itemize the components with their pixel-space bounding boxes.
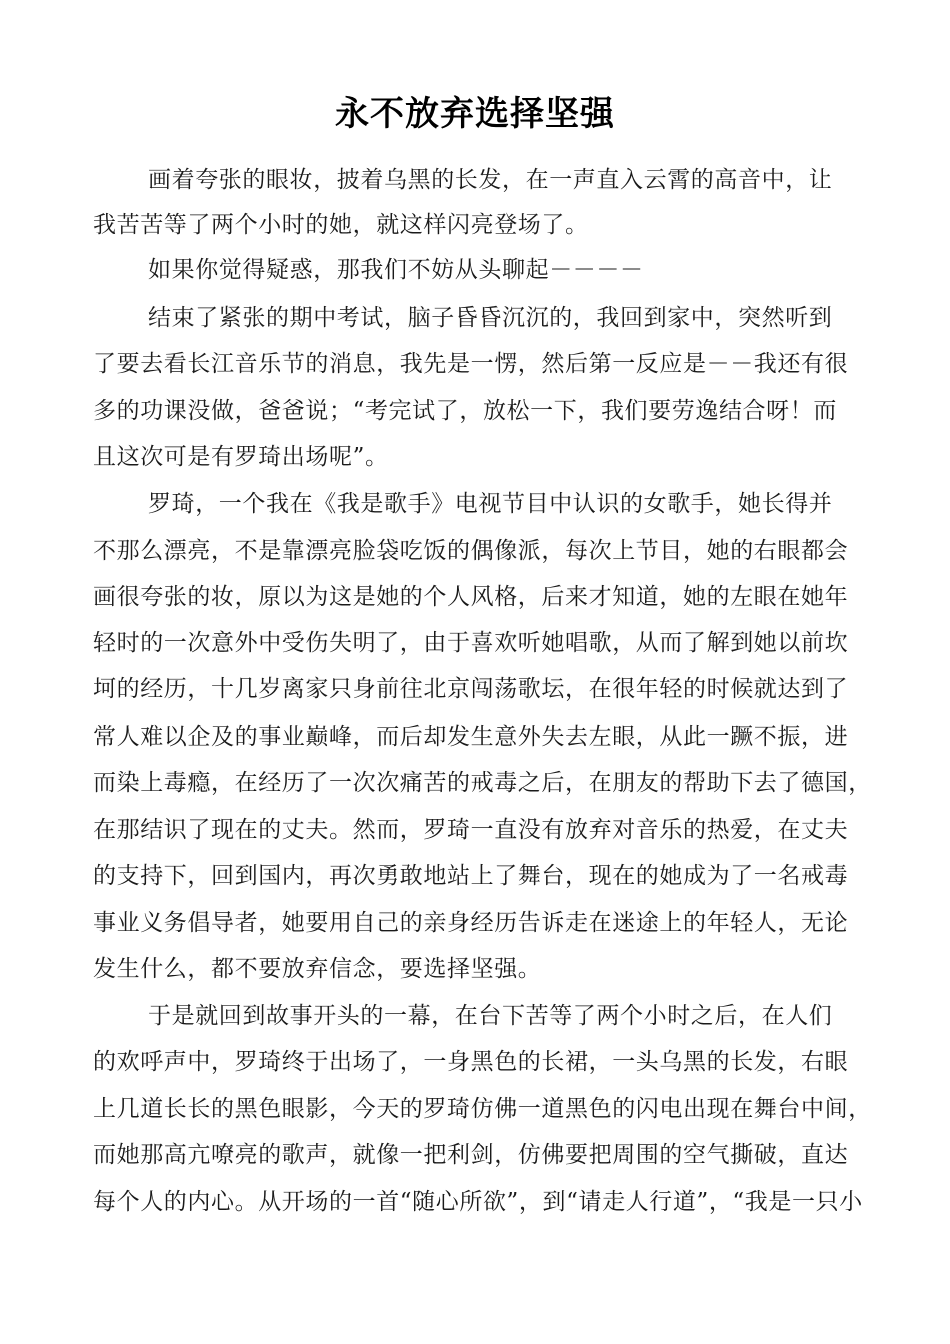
body-line: 每个人的内心。从开场的一首“随心所欲”，到“请走人行道”，“我是一只小 — [93, 1189, 863, 1215]
body-line: 发生什么，都不要放弃信念，要选择坚强。 — [93, 956, 542, 982]
body-line: 常人难以企及的事业巅峰，而后却发生意外失去左眼，从此一蹶不振，进 — [93, 724, 849, 750]
body-line: 于是就回到故事开头的一幕，在台下苦等了两个小时之后，在人们 — [148, 1003, 833, 1029]
body-line: 罗琦，一个我在《我是歌手》电视节目中认识的女歌手，她长得并 — [148, 491, 833, 517]
body-line: 多的功课没做，爸爸说；“考完试了，放松一下，我们要劳逸结合呀！而 — [93, 398, 837, 424]
body-line: 画很夸张的妆，原以为这是她的个人风格，后来才知道，她的左眼在她年 — [93, 584, 849, 610]
body-line: 在那结识了现在的丈夫。然而，罗琦一直没有放弃对音乐的热爱，在丈夫 — [93, 817, 849, 843]
body-line: 结束了紧张的期中考试，脑子昏昏沉沉的，我回到家中，突然听到 — [148, 305, 833, 331]
body-line: 不那么漂亮，不是靠漂亮脸袋吃饭的偶像派，每次上节目，她的右眼都会 — [93, 538, 849, 564]
body-line: 我苦苦等了两个小时的她，就这样闪亮登场了。 — [93, 212, 589, 238]
body-line: 而她那高亢嘹亮的歌声，就像一把利剑，仿佛要把周围的空气撕破，直达 — [93, 1142, 849, 1168]
body-line: 且这次可是有罗琦出场呢”。 — [93, 444, 389, 470]
body-line: 事业义务倡导者，她要用自己的亲身经历告诉走在迷途上的年轻人，无论 — [93, 910, 849, 936]
body-line: 的欢呼声中，罗琦终于出场了，一身黑色的长裙，一头乌黑的长发，右眼 — [93, 1049, 849, 1075]
body-line: 坷的经历，十几岁离家只身前往北京闯荡歌坛，在很年轻的时候就达到了 — [93, 676, 849, 702]
document-title: 永不放弃选择坚强 — [335, 94, 615, 134]
body-line: 上几道长长的黑色眼影，今天的罗琦仿佛一道黑色的闪电出现在舞台中间， — [93, 1096, 872, 1122]
body-line: 如果你觉得疑惑，那我们不妨从头聊起－－－－ — [148, 257, 644, 283]
body-line: 了要去看长江音乐节的消息，我先是一愣，然后第一反应是－－我还有很 — [93, 351, 849, 377]
body-line: 轻时的一次意外中受伤失明了，由于喜欢听她唱歌，从而了解到她以前坎 — [93, 630, 849, 656]
body-line: 的支持下，回到国内，再次勇敢地站上了舞台，现在的她成为了一名戒毒 — [93, 863, 849, 889]
body-line: 画着夸张的眼妆，披着乌黑的长发，在一声直入云霄的高音中，让 — [148, 167, 833, 193]
body-line: 而染上毒瘾，在经历了一次次痛苦的戒毒之后，在朋友的帮助下去了德国， — [93, 770, 872, 796]
